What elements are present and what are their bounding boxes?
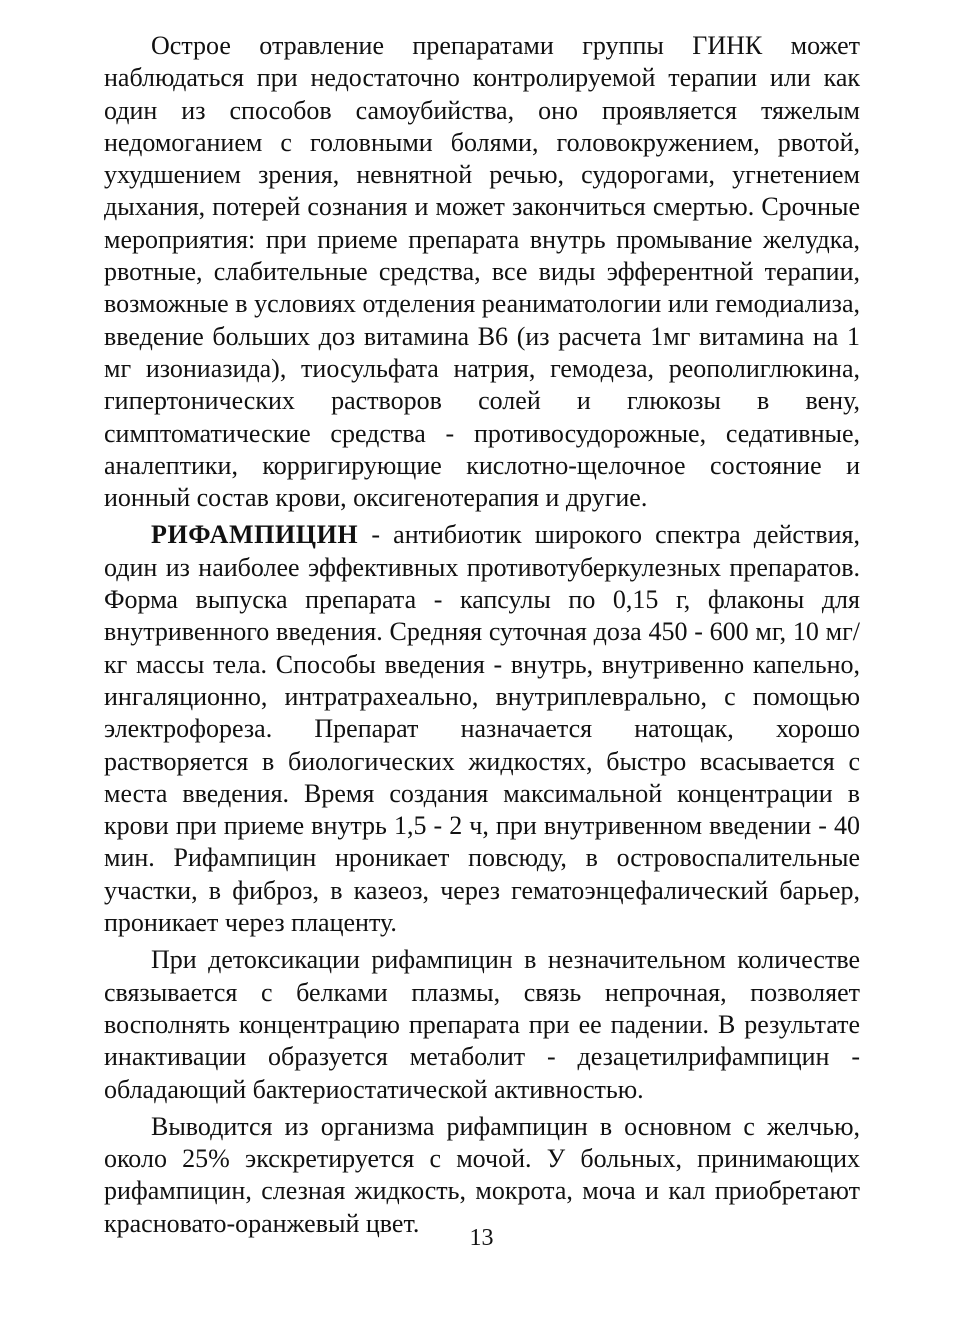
page-number: 13 [469, 1225, 494, 1251]
paragraph-ginh-poisoning: Острое отравление препаратами группы ГИНК может наблюдаться при недостаточно контролируемой терапии или как один из способов самоубийства, оно проявляется тяжелым недомоганием с головными болями, головокружением, рвотой, ухудшением зрения, невнятной речью, судорогами, угнетением дыхания, потерей сознания и может закончиться смертью. Срочные мероприятия: при приеме препарата внутрь промывание желудка, рвотные, слабительные средства, все виды эфферентной терапии, возможные в условиях отделения реаниматологии или гемодиализа, введение больших доз витамина В6 (из расчета 1мг витамина на 1 мг изониазида), тиосульфата натрия, гемодеза, реополиглюкина, гипертонических растворов солей и глюкозы в вену, симптоматические средства - противосудорожные, седативные, аналептики, корригирующие кислотно-щелочное состояние и ионный состав крови, оксигенотерапия и другие. [104, 31, 860, 513]
rifampicin-term: РИФАМПИЦИН [151, 520, 359, 550]
document-page [104, 30, 860, 1240]
paragraph-detoxification: При детоксикации рифампицин в незначительном количестве связывается с белками плазмы, связь непрочная, позволяет восполнять концентрацию препарата при ее падении. В результате инактивации образуется метаболит - дезацетилрифампицин - обладающий бактериостатической активностью. [104, 945, 860, 1104]
paragraph-rifampicin-intro [104, 519, 860, 939]
rifampicin-description: - антибиотик широкого спектра действия, один из наиболее эффективных противотуберкулезных препаратов. Форма выпуска препарата - капсулы по 0,15 г, флаконы для внутривенного введения. Средняя суточная доза 450 - 600 мг, 10 мг/кг массы тела. Способы введения - внутрь, внутривенно капельно, ингаляционно, интратрахеально, внутриплеврально, с помощью электрофореза. Препарат назначается натощак, хорошо растворяется в биологических жидкостях, быстро всасывается с места введения. Время создания максимальной концентрации в крови при приеме внутрь 1,5 - 2 ч, при внутривенном введении - 40 мин. Рифампицин нроникает повсюду, в островоспалительные участки, в фиброз, в казеоз, через гематоэнцефалический барьер, проникает через плаценту. [104, 520, 860, 938]
paragraph-excretion: Выводится из организма рифампицин в основном с желчью, около 25% экскретируется с мочой. У больных, принимающих рифампицин, слезная жидкость, мокрота, моча и кал приобретают красновато-оранжевый цвет. [104, 1111, 860, 1238]
